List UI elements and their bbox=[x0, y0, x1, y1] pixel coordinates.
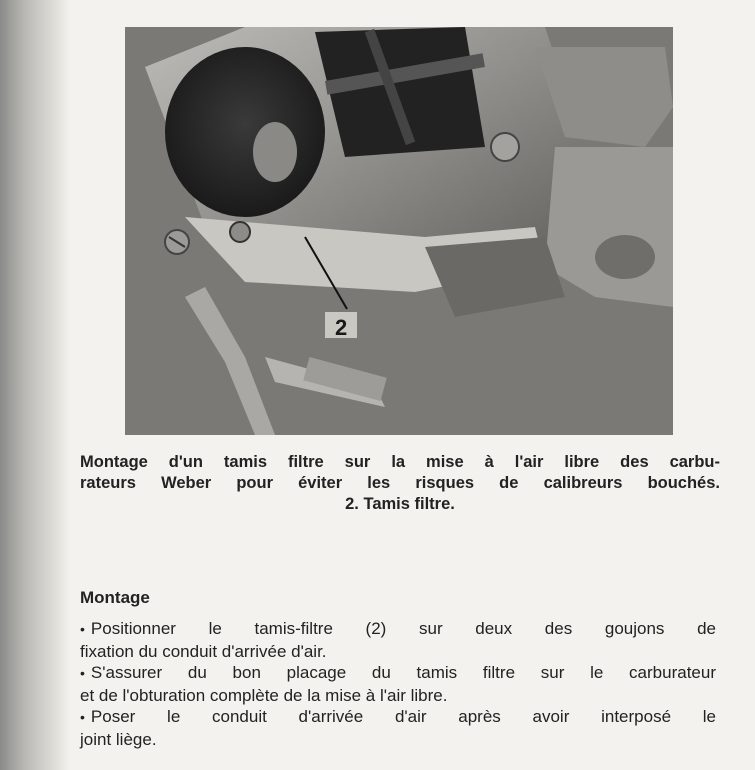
list-item-line: fixation du conduit d'arrivée d'air. bbox=[80, 641, 327, 661]
caption-line: Montage d'un tamis filtre sur la mise à l'air libre des carbu- bbox=[80, 453, 720, 471]
callout-label: 2 bbox=[335, 315, 348, 340]
list-item-line: joint liège. bbox=[80, 729, 157, 749]
bullet-icon: • bbox=[80, 709, 85, 725]
bullet-icon: • bbox=[80, 621, 85, 637]
list-item bbox=[80, 618, 716, 662]
list-item-line: • Poser le conduit d'arrivée d'air après avoir interposé le bbox=[80, 707, 716, 726]
carburetor-photo bbox=[125, 27, 673, 435]
section-title: Montage bbox=[80, 588, 150, 607]
list-item-line: et de l'obturation complète de la mise à l'air libre. bbox=[80, 685, 448, 705]
instruction-list bbox=[80, 618, 716, 750]
caption-legend: 2. Tamis filtre. bbox=[345, 495, 455, 513]
bullet-icon: • bbox=[80, 665, 85, 681]
figure-caption bbox=[80, 452, 720, 515]
list-item-line: • S'assurer du bon placage du tamis filtre sur le carburateur bbox=[80, 663, 716, 682]
list-item-line: • Positionner le tamis-filtre (2) sur deux des goujons de bbox=[80, 619, 716, 638]
page-binding-shadow bbox=[0, 0, 70, 770]
list-item bbox=[80, 662, 716, 706]
caption-line: rateurs Weber pour éviter les risques de calibreurs bouchés. bbox=[80, 474, 720, 492]
list-item bbox=[80, 706, 716, 750]
